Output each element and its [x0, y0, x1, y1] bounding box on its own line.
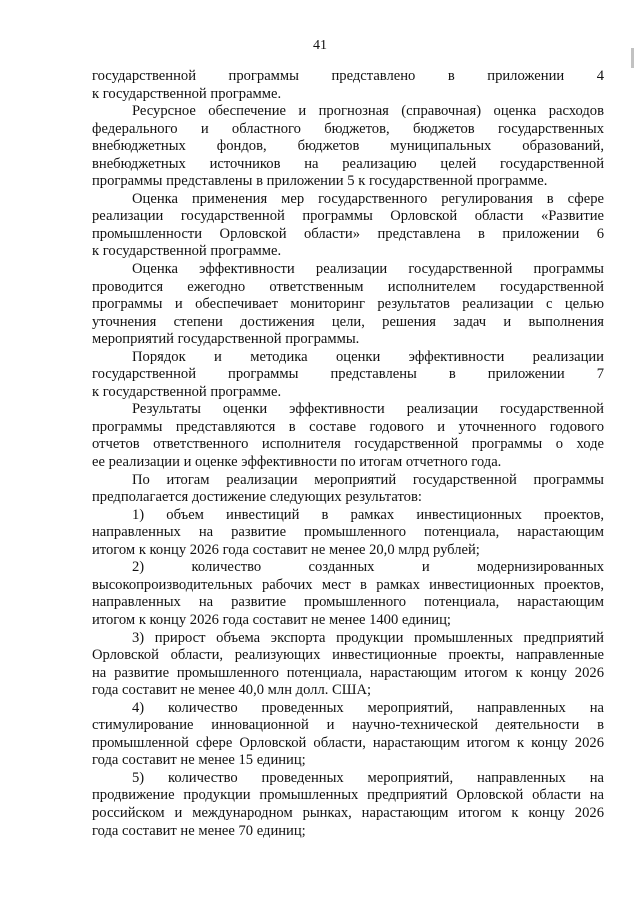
text-line: внебюджетных фондов, бюджетов муниципальных образований,: [92, 138, 604, 155]
text-line: ее реализации и оценке эффективности по итогам отчетного года.: [92, 454, 502, 471]
document-body: [92, 68, 604, 840]
text-line: направленных на развитие промышленного потенциала, нарастающим: [92, 524, 604, 541]
text-line: государственной программы представлено в приложении 4: [92, 68, 604, 84]
scan-margin-mark: [631, 48, 634, 68]
text-line: 5) количество проведенных мероприятий, направленных на: [132, 769, 604, 786]
paragraph: [92, 68, 604, 103]
text-line: реализации государственной программы Орловской области «Развитие: [92, 208, 604, 225]
text-line: 4) количество проведенных мероприятий, направленных на: [132, 699, 604, 716]
text-line: к государственной программе.: [92, 85, 282, 102]
text-line: Результаты оценки эффективности реализации государственной: [132, 401, 604, 418]
text-line: предполагается достижение следующих результатов:: [92, 489, 422, 506]
text-line: на развитие промышленного потенциала, нарастающим итогом к концу 2026: [92, 664, 604, 681]
paragraph: [92, 559, 604, 629]
paragraph: [92, 700, 604, 770]
text-line: к государственной программе.: [92, 383, 282, 400]
text-line: Оценка эффективности реализации государственной программы: [132, 261, 604, 278]
paragraph: [92, 191, 604, 261]
text-line: внебюджетных источников на реализацию целей государственной: [92, 155, 604, 172]
page-number: 41: [313, 38, 327, 53]
text-line: итогом к концу 2026 года составит не менее 1400 единиц;: [92, 611, 451, 628]
text-line: государственной программы представлены в приложении 7: [92, 366, 604, 383]
text-line: Порядок и методика оценки эффективности реализации: [132, 348, 604, 365]
paragraph: [92, 630, 604, 700]
text-line: программы представлены в приложении 5 к государственной программе.: [92, 173, 548, 190]
text-line: промышленной сфере Орловской области, нарастающим итогом к концу 2026: [92, 734, 604, 751]
text-line: уточнения степени достижения цели, решения задач и выполнения: [92, 313, 604, 330]
paragraph: [92, 103, 604, 191]
text-line: 2) количество созданных и модернизированных: [132, 559, 604, 576]
text-line: продвижение продукции промышленных предприятий Орловской области на: [92, 787, 604, 804]
paragraph: [92, 770, 604, 840]
text-line: проводится ежегодно ответственным исполнителем государственной: [92, 278, 604, 295]
text-line: года составит не менее 15 единиц;: [92, 752, 306, 769]
text-line: российском и международном рынках, нарастающим итогом к концу 2026: [92, 804, 604, 821]
paragraph: [92, 507, 604, 560]
paragraph: [92, 401, 604, 471]
paragraph: [92, 349, 604, 402]
text-line: отчетов ответственного исполнителя государственной программы о ходе: [92, 436, 604, 453]
text-line: мероприятий государственной программы.: [92, 331, 360, 348]
text-line: 3) прирост объема экспорта продукции промышленных предприятий: [132, 629, 604, 646]
text-line: Орловской области, реализующих инвестиционные проекты, направленные: [92, 647, 604, 664]
text-line: программы представляются в составе годового и уточненного годового: [92, 418, 604, 435]
text-line: к государственной программе.: [92, 243, 282, 260]
text-line: года составит не менее 70 единиц;: [92, 822, 306, 839]
text-line: направленных на развитие промышленного потенциала, нарастающим: [92, 594, 604, 611]
text-line: стимулирование инновационной и научно-технической деятельности в: [92, 717, 604, 734]
text-line: программы и обеспечивает мониторинг результатов реализации с целью: [92, 296, 604, 313]
text-line: 1) объем инвестиций в рамках инвестиционных проектов,: [132, 506, 604, 523]
paragraph: [92, 261, 604, 349]
text-line: По итогам реализации мероприятий государственной программы: [132, 471, 604, 488]
paragraph: [92, 472, 604, 507]
text-line: итогом к концу 2026 года составит не менее 20,0 млрд рублей;: [92, 541, 480, 558]
text-line: Оценка применения мер государственного регулирования в сфере: [132, 190, 604, 207]
text-line: федерального и областного бюджетов, бюджетов государственных: [92, 120, 604, 137]
text-line: Ресурсное обеспечение и прогнозная (справочная) оценка расходов: [132, 103, 604, 120]
text-line: высокопроизводительных рабочих мест в рамках инвестиционных проектов,: [92, 576, 604, 593]
text-line: года составит не менее 40,0 млн долл. США;: [92, 682, 372, 699]
text-line: промышленности Орловской области» представлена в приложении 6: [92, 225, 604, 242]
